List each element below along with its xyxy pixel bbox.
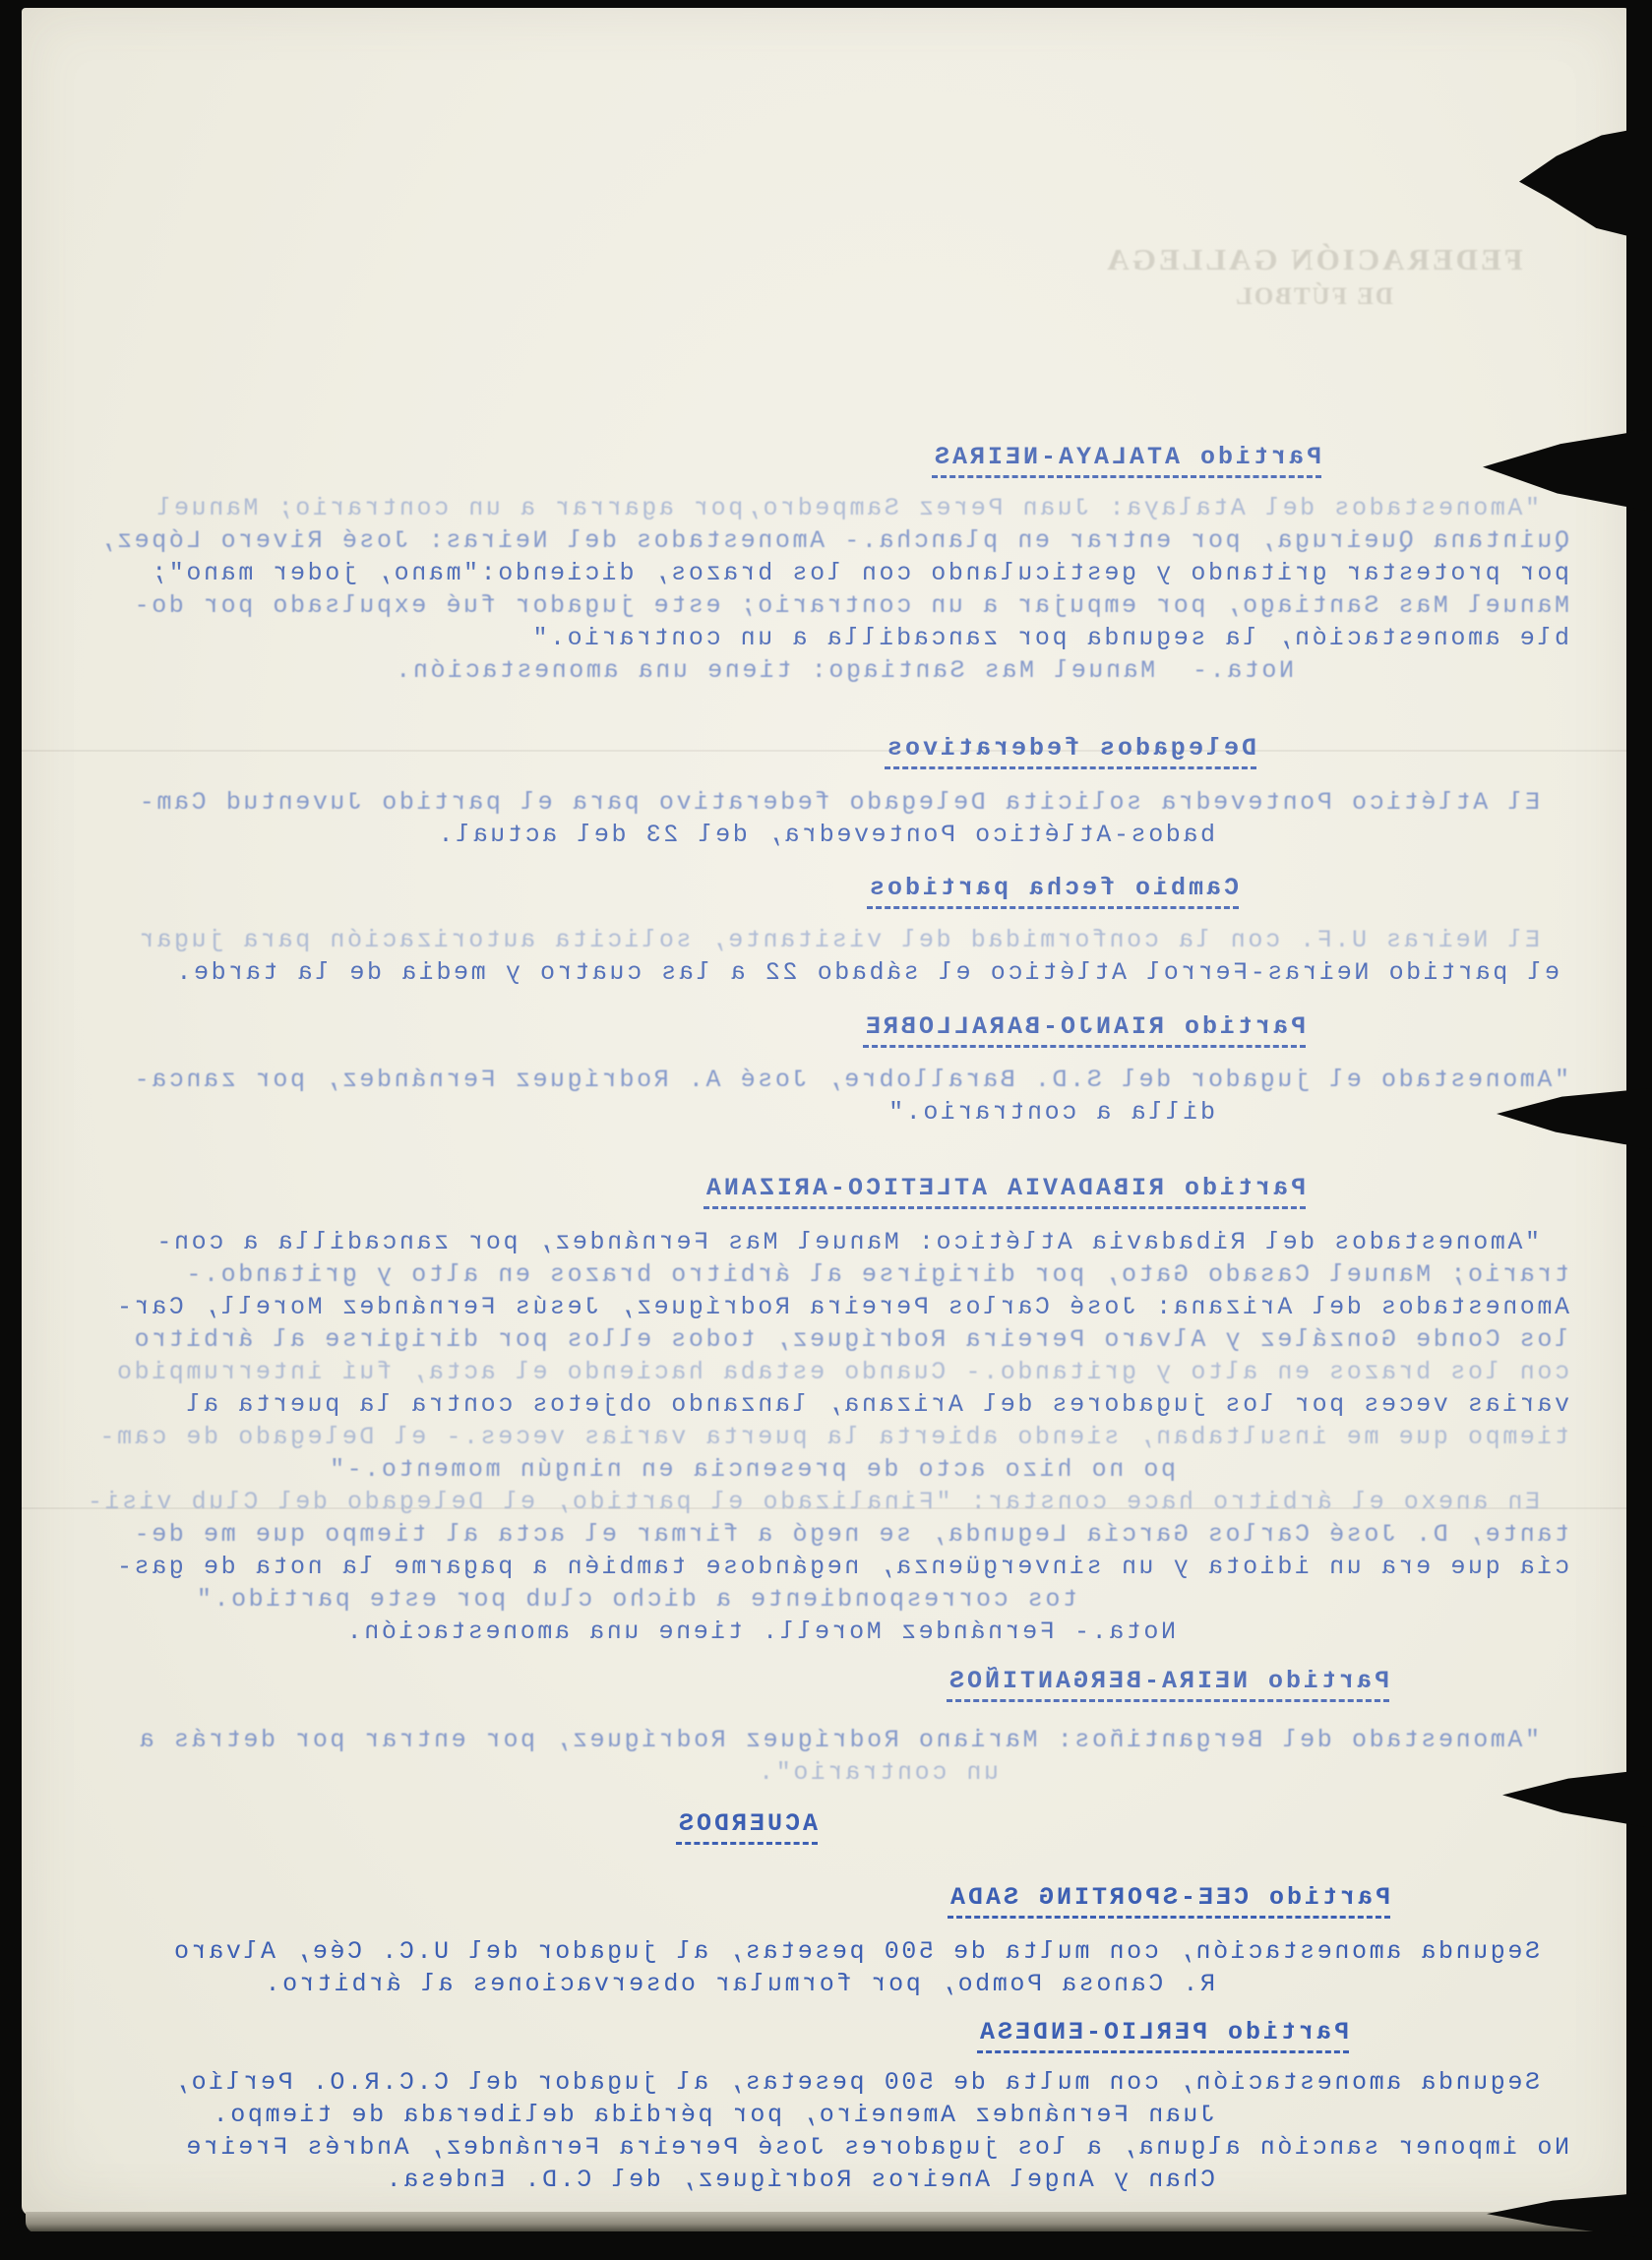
typed-line: Segunda amonestación, con multa de 500 pesetas, al jugador del C.C.R.O. Perlío,	[171, 2068, 1540, 2097]
typed-line: tiempo que me insultaban, siendo abierta la puerta varias veces.- el Delegado de cam-	[96, 1423, 1569, 1451]
ghost-letterhead	[1092, 242, 1535, 311]
typed-line: Segunda amonestación, con multa de 500 pesetas, al jugador del U.C. Cée, Alvaro	[171, 1937, 1540, 1966]
typed-line: varias veces por los jugadores del Arizana, lanzando objetos contra la puerta al	[183, 1390, 1569, 1419]
section-heading: Partido RIANJO-BARALLOBRE	[863, 1010, 1306, 1048]
typed-line: "Amonestado del Bergantiños: Mariano Rodríguez Rodríguez, por entrar por detrás a	[137, 1726, 1540, 1754]
section-heading: Partido RIBADAVIA ATLETICO-ARIZANA	[704, 1172, 1306, 1209]
typed-line: cía que era un idiota y un sinvergüenza, negándose también a pagarme la nota de gas-	[114, 1553, 1569, 1581]
typed-line: bados-Atlético Pontevedra, del 23 del actual.	[435, 821, 1215, 849]
typed-line: Chan y Angel Aneiros Rodríguez, del C.D. Endesa.	[384, 2166, 1215, 2194]
mirrored-typewritten-text-layer	[22, 8, 1628, 2216]
section-heading: Cambio fecha partidos	[867, 872, 1239, 909]
typed-line: un contrario".	[756, 1758, 999, 1787]
section-partido-atalaya-neiras	[22, 441, 1628, 687]
typed-line: tante, D. José Carlos García Legunda, se negó a firmar el acta al tiempo que me de-	[131, 1520, 1569, 1549]
typed-line: el partido Neiras-Ferrol Atlético el sábado 22 a las cuatro y media de la tarde.	[173, 958, 1560, 987]
typed-line: "Amonestados del Ribadavia Atlético: Manuel Mas Fernández, por zancadilla a con-	[153, 1228, 1540, 1256]
typed-line: por protestar gritando y gesticulando con los brazos, diciendo:"mano, joder mano";	[149, 559, 1569, 587]
typed-line: Amonestados del Arizana: José Carlos Pereira Rodríguez, Jesús Fernández Morell, Car-	[114, 1293, 1569, 1321]
section-partido-cee-sporting-sada	[22, 1881, 1628, 2000]
typed-line: dilla a contrario."	[886, 1098, 1215, 1127]
section-acuerdos	[22, 1807, 1628, 1845]
section-heading: Delegados federativos	[885, 732, 1256, 769]
section-partido-perlio-endesa	[22, 2016, 1628, 2196]
section-cambio-fecha-partidos	[22, 872, 1628, 989]
typed-line: ble amonestación, la segunda por zancadilla a un contrario."	[529, 624, 1569, 652]
section-partido-rianjo-barallobre	[22, 1010, 1628, 1129]
typed-line: "Amonestado el jugador del S.D. Barallobre, José A. Rodríguez Fernández, por zanca-	[131, 1066, 1569, 1094]
typed-line: Juan Fernández Ameneiro, por pérdida deliberada de tiempo.	[211, 2101, 1215, 2129]
typed-line: Quintana Queiruga, por entrar en plancha.- Amonestados del Neiras: José Rivero López,	[96, 526, 1569, 555]
section-delegados-federativos	[22, 732, 1628, 851]
scan-border-bottom	[0, 2231, 1652, 2260]
typed-line: R. Canosa Pombo, por formular observaciones al árbitro.	[262, 1970, 1215, 1998]
typed-line: No imponer sanción alguna, a los jugadores José Pereira Fernández, Andrés Freire	[183, 2133, 1569, 2162]
typed-line: Nota.- Manuel Mas Santiago: tiene una amonestación.	[393, 656, 1294, 685]
typed-line: Manuel Mas Santiago, por empujar a un contrario; este jugador fué expulsado por do-	[131, 591, 1569, 620]
typed-line: En anexo el árbitro hace constar: "Finalizado el partido, el Delegado del Club visi-	[85, 1488, 1540, 1516]
section-heading: Partido PERLIO-ENDESA	[977, 2016, 1349, 2053]
typed-line: po no hizo acto de presencia en ningún momento.-"	[327, 1455, 1176, 1484]
section-partido-ribadavia-atletico-arizana	[22, 1172, 1628, 1648]
typed-line: "Amonestados del Atalaya: Juan Perez Sampedro,por agarrar a un contrario; Manuel	[153, 494, 1540, 522]
typed-line: Nota.- Fernández Morell. tiene una amonestación.	[344, 1618, 1176, 1646]
section-heading: Partido ATALAYA-NEIRAS	[932, 441, 1321, 478]
letterhead-federation-subtitle: DE FÚTBOL	[1234, 283, 1393, 310]
typed-line: tos correspondiente a dicho club por este partido."	[194, 1585, 1077, 1614]
section-heading: Partido CEE-SPORTING SADA	[948, 1881, 1390, 1919]
typed-line: los Conde González y Alvaro Pereira Rodríguez, todos ellos por dirigirse al árbitro	[131, 1325, 1569, 1354]
typed-line: El Atlético Pontevedra solicita Delegado federativo para el partido Juventud Cam-	[137, 788, 1540, 817]
section-heading: ACUERDOS	[676, 1807, 818, 1845]
section-partido-neira-bergantinos	[22, 1665, 1628, 1789]
typed-line: con los brazos en alto y gritando.- Cuando estaba haciendo el acta, fuí interrumpido	[114, 1358, 1569, 1386]
section-heading: Partido NEIRA-BERGANTIÑOS	[947, 1665, 1389, 1702]
typed-line: trario; Manuel Casado Gato, por dirigirse al árbitro brazos en alto y gritando.-	[183, 1260, 1569, 1289]
letterhead-federation-name: FEDERACIÓN GALLEGA	[1104, 242, 1523, 276]
typed-line: El Neiras U.F. con la conformidad del visitante, solicita autorización para jugar	[137, 926, 1540, 954]
